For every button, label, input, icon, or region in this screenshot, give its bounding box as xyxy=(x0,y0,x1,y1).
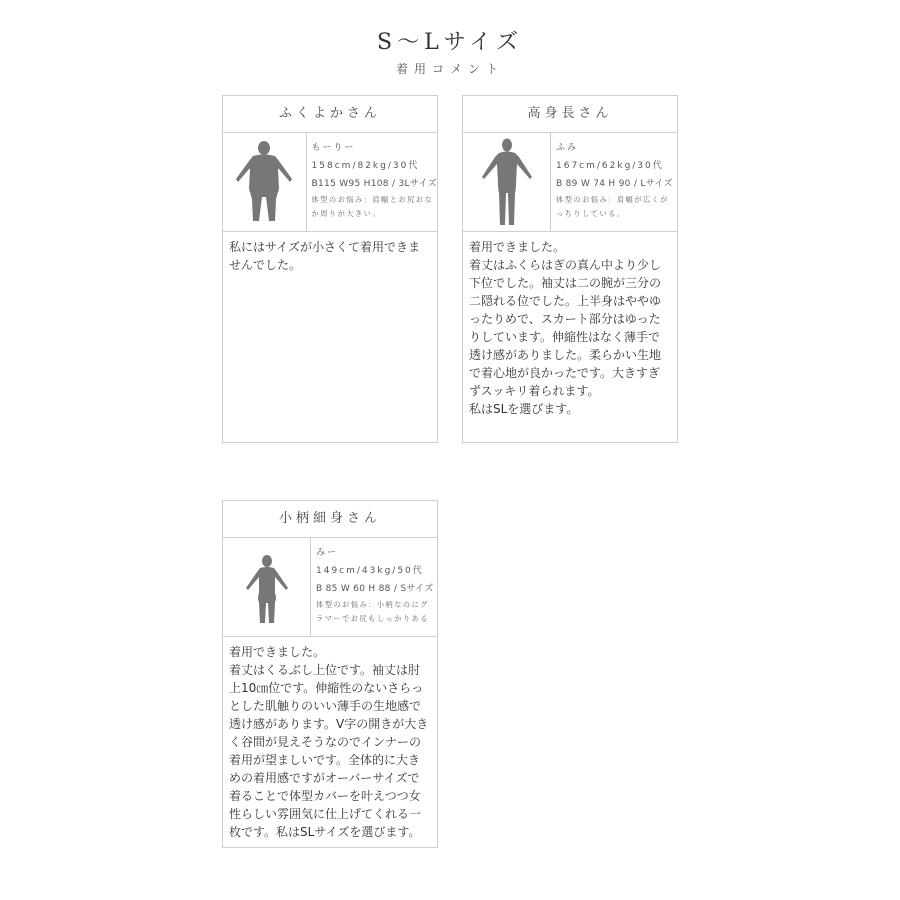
card-type-label: ふくよかさん xyxy=(223,96,437,133)
model-card-kogara xyxy=(222,500,438,848)
model-info xyxy=(307,133,437,231)
model-info xyxy=(551,133,677,231)
model-card-fukuyoka xyxy=(222,95,438,443)
model-worry: 体型のお悩み：肩幅が広くがっちりしている。 xyxy=(556,195,669,218)
model-card-koshinchou xyxy=(462,95,678,443)
model-worry: 体型のお悩み：肩幅とお尻おなか周りが大きい。 xyxy=(311,195,434,218)
card-type-label: 小柄細身さん xyxy=(223,501,437,538)
body-silhouette-icon xyxy=(223,538,311,636)
model-measurements: B 85 W 60 H 88 / Sサイズ xyxy=(316,584,434,594)
card-profile xyxy=(223,538,437,637)
card-profile xyxy=(463,133,677,232)
model-measurements: B115 W95 H108 / 3Lサイズ xyxy=(311,179,437,189)
body-silhouette-icon xyxy=(463,133,551,231)
model-stats: 149cm/43kg/50代 xyxy=(316,566,424,576)
card-profile xyxy=(223,133,437,232)
wear-comment: 着用できました。 着丈はくるぶし上位です。袖丈は肘上10㎝位です。伸縮性のないさらっとした肌触りのいい薄手の生地感で透け感があります。V字の開きが大きく谷間が見えそうなのでインナーの着用が望ましいです。全体的に大きめの着用感ですがオーバーサイズで着ることで体型カバーを叶えつつ女性らしい雰囲気に仕上げてくれる一枚です。私はSLサイズを選びます。 xyxy=(229,645,429,839)
model-name: もーりー xyxy=(311,143,356,153)
model-stats: 158cm/82kg/30代 xyxy=(311,161,420,171)
card-type-label: 高身長さん xyxy=(463,96,677,133)
page-subtitle: 着用コメント xyxy=(395,62,504,76)
model-worry: 体型のお悩み：小柄なのにグラマーでお尻もしっかりある xyxy=(316,600,429,623)
model-name: みー xyxy=(316,548,339,558)
page-title: S～Lサイズ xyxy=(377,30,523,55)
wear-comment: 着用できました。 着丈はふくらはぎの真ん中より少し下位でした。袖丈は二の腕が三分の二隠れる位でした。上半身はややゆったりめで、スカート部分はゆったりしています。伸縮性はなく薄手で透け感がありました。柔らかい生地で着心地が良かったです。大きすぎずスッキリ着られます。 私はSLを選びます。 xyxy=(469,240,662,416)
model-stats: 167cm/62kg/30代 xyxy=(556,161,664,171)
model-measurements: B 89 W 74 H 90 / Lサイズ xyxy=(556,179,673,189)
model-info xyxy=(311,538,437,636)
body-silhouette-icon xyxy=(223,133,307,231)
wear-comment: 私にはサイズが小さくて着用できませんでした。 xyxy=(229,240,421,272)
model-name: ふみ xyxy=(556,143,579,153)
